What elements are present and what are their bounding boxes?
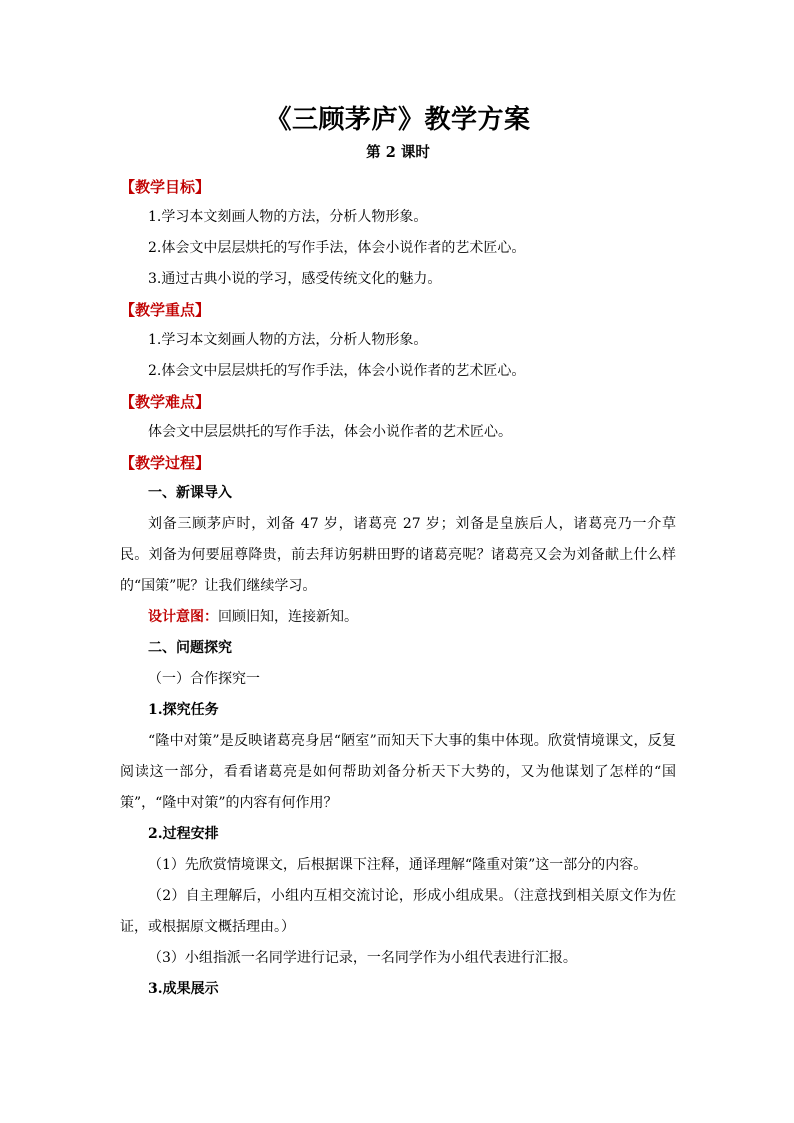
task-text: “隆中对策”是反映诸葛亮身居“陋室”而知天下大事的集中体现。欣赏情境课文，反复阅读这一部分，看看诸葛亮是如何帮助刘备分析天下大势的，又为他谋划了怎样的“国策”，“隆中对策”的内容有何作用？ [120,733,676,811]
lesson-subtitle: 第 2 课时 [366,144,430,161]
objective-item: 1.学习本文刻画人物的方法，分析人物形象。 [148,209,428,225]
arrange-item: （3）小组指派一名同学进行记录，一名同学作为小组代表进行汇报。 [148,950,577,966]
arrange-item: （2）自主理解后，小组内互相交流讨论，形成小组成果。（注意找到相关原文作为佐证，或根据原文概括理由。） [120,888,676,935]
key-point-item: 2.体会文中层层烘托的写作手法，体会小说作者的艺术匠心。 [148,363,526,379]
part1-intro-text: 刘备三顾茅庐时，刘备 47 岁，诸葛亮 27 岁；刘备是皇族后人，诸葛亮乃一介草民。刘备为何要屈尊降贵，前去拜访躬耕田野的诸葛亮呢？诸葛亮又会为刘备献上什么样的“国策”呢？让我们继续学习。 [120,516,676,594]
key-point-item: 1.学习本文刻画人物的方法，分析人物形象。 [148,332,428,348]
part1-heading: 一、新课导入 [148,485,232,501]
difficulty-text: 体会文中层层烘托的写作手法，体会小说作者的艺术匠心。 [148,424,512,440]
document-page [120,100,676,1005]
arrange-item: （1）先欣赏情境课文，后根据课下注释，通译理解“隆重对策”这一部分的内容。 [148,857,648,873]
part2-subheading: （一）合作探究一 [148,671,260,687]
objective-item: 2.体会文中层层烘托的写作手法，体会小说作者的艺术匠心。 [148,240,526,256]
design-intent-label: 设计意图： [148,609,218,625]
document-title: 《三顾茅庐》教学方案 [265,105,531,135]
process-heading: 【教学过程】 [120,454,211,472]
result-heading: 3.成果展示 [148,981,219,997]
part2-heading: 二、问题探究 [148,640,232,656]
objectives-heading: 【教学目标】 [120,178,211,196]
design-intent-text: 回顾旧知，连接新知。 [218,609,358,625]
design-intent [120,602,676,633]
task-heading: 1.探究任务 [148,702,219,718]
difficulties-heading: 【教学难点】 [120,393,211,411]
key-points-heading: 【教学重点】 [120,301,211,319]
arrange-heading: 2.过程安排 [148,826,219,842]
objective-item: 3.通过古典小说的学习，感受传统文化的魅力。 [148,271,442,287]
